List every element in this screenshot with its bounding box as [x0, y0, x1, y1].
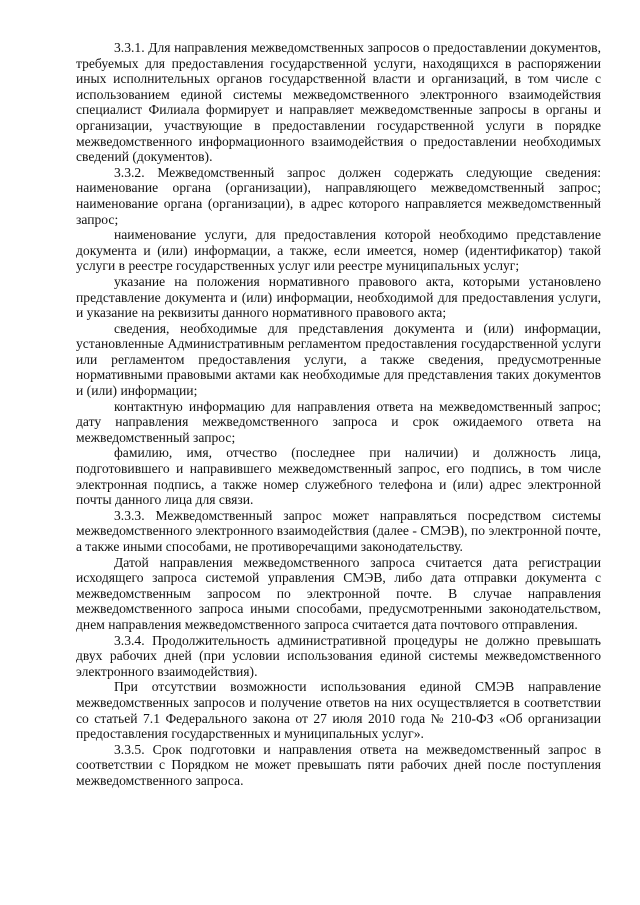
- paragraph-required-info: сведения, необходимые для представления документа и (или) информации, установленные Административным регламентом предоставления государственной услуги или регламентом предоставления услуги, а также сведения, предусмотренные нормативными правовыми актами как необходимые для представления таких документов и (или) информации;: [76, 320, 601, 399]
- paragraph-service-name: наименование услуги, для предоставления которой необходимо представление документа и (или) информации, а также, если имеется, номер (идентификатор) такой услуги в реестре государственных услуг или реестре муниципальных услуг;: [76, 227, 601, 274]
- paragraph-3-3-2: 3.3.2. Межведомственный запрос должен содержать следующие сведения: наименование органа (организации), направляющего межведомственный запрос; наименование органа (организации), в адрес которого направляется межведомственный запрос;: [76, 164, 601, 227]
- paragraph-contact-info: контактную информацию для направления ответа на межведомственный запрос; дату направления межведомственного запроса и срок ожидаемого ответа на межведомственный запрос;: [76, 398, 601, 445]
- paragraph-request-date: Датой направления межведомственного запроса считается дата регистрации исходящего запроса системой управления СМЭВ, либо дата отправки документа с межведомственным запросом по электронной почте. В случае направления межведомственного запроса иными способами, предусмотренными законодательством, днем направления межведомственного запроса считается дата почтового отправления.: [76, 554, 601, 632]
- paragraph-3-3-4: 3.3.4. Продолжительность административной процедуры не должно превышать двух рабочих дней (при условии использования единой системы межведомственного электронного взаимодействия).: [76, 632, 601, 679]
- paragraph-3-3-5: 3.3.5. Срок подготовки и направления ответа на межведомственный запрос в соответствии с Порядком не может превышать пяти рабочих дней после поступления межведомственного запроса.: [76, 741, 601, 788]
- paragraph-3-3-1: 3.3.1. Для направления межведомственных запросов о предоставлении документов, требуемых для предоставления государственной услуги, находящихся в распоряжении иных исполнительных органов государственной власти и организаций, в том числе с использованием единой системы межведомственного электронного взаимодействия специалист Филиала формирует и направляет межведомственные запросы в органы и организации, участвующие в предоставлении государственной услуги в порядке межведомственного информационного взаимодействия о предоставлении необходимых сведений (документов).: [76, 40, 601, 165]
- paragraph-3-3-3: 3.3.3. Межведомственный запрос может направляться посредством системы межведомственного электронного взаимодействия (далее - СМЭВ), по электронной почте, а также иными способами, не противоречащими законодательству.: [76, 507, 601, 554]
- document-page: [76, 40, 601, 789]
- paragraph-legal-act: указание на положения нормативного правового акта, которыми установлено представление документа и (или) информации, необходимой для предоставления услуги, и указание на реквизиты данного нормативного правового акта;: [76, 273, 601, 321]
- paragraph-signer-info: фамилию, имя, отчество (последнее при наличии) и должность лица, подготовившего и направившего межведомственный запрос, его подпись, в том числе электронная подпись, а также номер служебного телефона и (или) адрес электронной почты данного лица для связи.: [76, 445, 601, 508]
- paragraph-no-smev: При отсутствии возможности использования единой СМЭВ направление межведомственных запросов и получение ответов на них осуществляется в соответствии со статьей 7.1 Федерального закона от 27 июля 2010 года № 210-ФЗ «Об организации предоставления государственных и муниципальных услуг».: [76, 679, 601, 742]
